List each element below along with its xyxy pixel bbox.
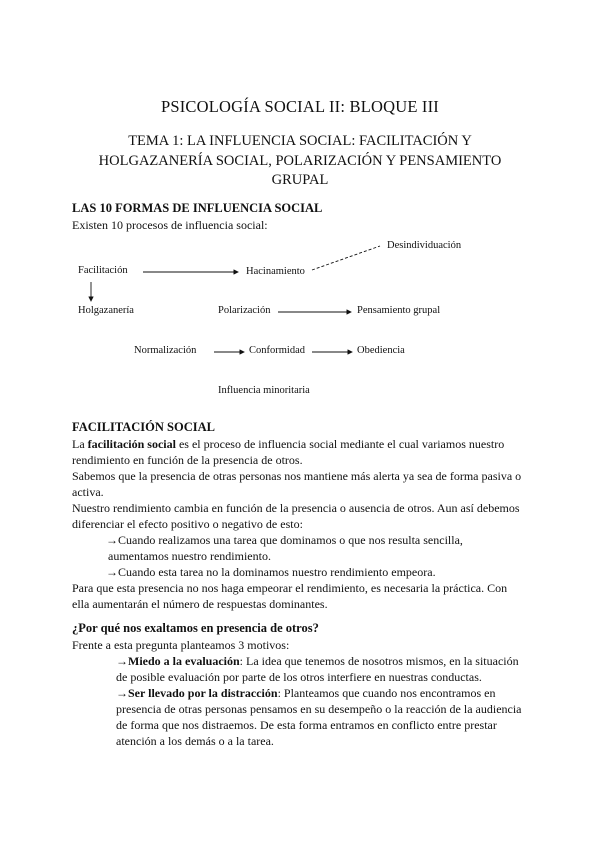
motive-line [116,654,519,669]
section-heading-exaltamos: ¿Por qué nos exaltamos en presencia de otros? [72,621,319,635]
node-polarizacion: Polarización [218,305,271,316]
section-heading-facilitacion: FACILITACIÓN SOCIAL [72,420,215,434]
bullet-line: →Cuando esta tarea no la dominamos nuestro rendimiento empeora. [106,565,436,579]
paragraph-line: Para que esta presencia no nos haga empeorar el rendimiento, es necesaria la práctica. Con [72,581,508,595]
paragraph-line: Nuestro rendimiento cambia en función de la presencia o ausencia de otros. Aun así debemos [72,501,520,515]
motive-line: de forma que nos distraemos. De esta forma entramos en conflicto entre prestar [116,718,497,732]
paragraph-line: ella aumentarán el número de respuestas dominantes. [72,597,328,611]
text-span: La [72,437,88,451]
paragraph-line: activa. [72,485,104,499]
tema-title-line3: GRUPAL [271,172,329,188]
tema-title-line1: TEMA 1: LA INFLUENCIA SOCIAL: FACILITACIÓN Y [128,133,472,149]
bold-term: →Ser llevado por la distracción [116,686,278,700]
node-pensamiento-grupal: Pensamiento grupal [357,305,441,316]
section-heading-formas: LAS 10 FORMAS DE INFLUENCIA SOCIAL [72,201,323,215]
bullet-line: →Cuando realizamos una tarea que dominamos o que nos resulta sencilla, [106,533,463,547]
paragraph-line [72,437,504,452]
document-title: PSICOLOGÍA SOCIAL II: BLOQUE III [160,97,440,116]
node-normalizacion: Normalización [134,345,197,356]
bold-term: facilitación social [87,437,176,451]
text-span: : La idea que tenemos de nosotros mismos, en la situación [239,654,519,668]
tema-title-line2: HOLGAZANERÍA SOCIAL, POLARIZACIÓN Y PENSAMIENTO [98,153,502,169]
text-span: : Planteamos que cuando nos encontramos en [277,686,496,700]
node-hacinamiento: Hacinamiento [246,266,305,277]
paragraph-line: Frente a esta pregunta planteamos 3 motivos: [72,638,290,652]
dashed-hacinamiento-desindividuacion [312,246,380,270]
node-influencia-minoritaria: Influencia minoritaria [218,385,310,396]
motive-line: de posible evaluación por parte de los otros interfiere en nuestras conductas. [116,670,482,684]
motive-line [116,686,496,701]
bold-term: →Miedo a la evaluación [116,654,240,668]
text-span: es el proceso de influencia social mediante el cual variamos nuestro [175,437,505,451]
paragraph-line: Sabemos que la presencia de otras personas nos mantiene más alerta ya sea de forma pasiva o [72,469,522,483]
motive-line: atención a los demás o a la tarea. [116,734,274,748]
section-intro: Existen 10 procesos de influencia social: [72,218,268,232]
paragraph-line: rendimiento en función de la presencia de otros. [72,453,303,467]
node-desindividuacion: Desindividuación [387,240,462,251]
node-facilitacion: Facilitación [78,265,128,276]
bullet-line: aumentamos nuestro rendimiento. [108,549,271,563]
node-conformidad: Conformidad [249,345,305,356]
motive-line: presencia de otras personas pensamos en su desempeño o la reacción de la audiencia [116,702,522,716]
node-obediencia: Obediencia [357,345,405,356]
node-holgazaneria: Holgazanería [78,305,134,316]
paragraph-line: diferenciar el efecto positivo o negativo de esto: [72,517,303,531]
